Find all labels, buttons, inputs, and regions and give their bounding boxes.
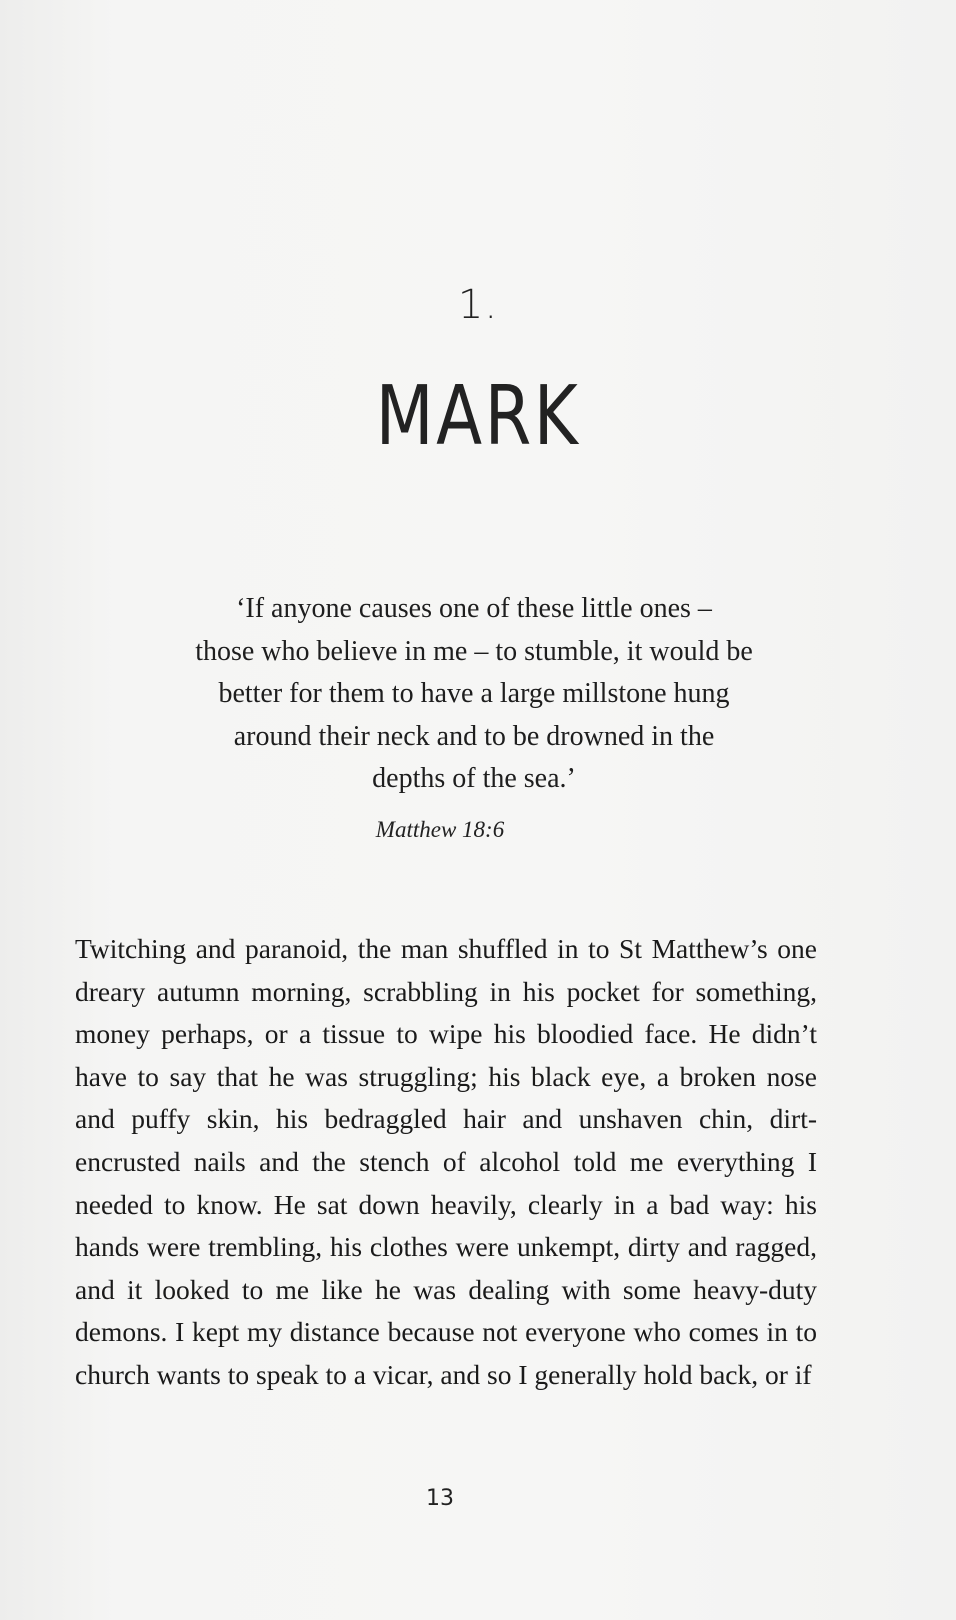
chapter-title: MARK xyxy=(375,369,581,464)
page-number: 13 xyxy=(426,1486,454,1511)
body-paragraph: Twitching and paranoid, the man shuffled in to St Matthew’s one dreary autumn morning, scrabbling in his pocket for something, money perhaps, or a tissue to wipe his bloodied face. He didn’t have to say that he was struggling; his black eye, a broken nose and puffy skin, his bedraggled hair and unshaven chin, dirt-encrusted nails and the stench of alcohol told me everything I needed to know. He sat down heavily, clearly in a bad way: his hands were trembling, his clothes were unkempt, dirty and ragged, and it looked to me like he was dealing with some heavy-duty demons. I kept my distance because not everyone who comes in to church wants to speak to a vicar, and so I generally hold back, or if xyxy=(75,933,817,1390)
epigraph xyxy=(120,588,828,801)
chapter-number: 1. xyxy=(457,282,499,328)
epigraph-line: better for them to have a large millstone hung xyxy=(218,678,730,709)
epigraph-line: ‘If anyone causes one of these little ones – xyxy=(236,593,712,624)
epigraph-line: those who believe in me – to stumble, it would be xyxy=(195,635,753,667)
epigraph-line: around their neck and to be drowned in the xyxy=(233,720,715,752)
epigraph-line: depths of the sea.’ xyxy=(372,763,576,794)
body-text xyxy=(75,928,817,1397)
epigraph-source: Matthew 18:6 xyxy=(375,817,505,842)
